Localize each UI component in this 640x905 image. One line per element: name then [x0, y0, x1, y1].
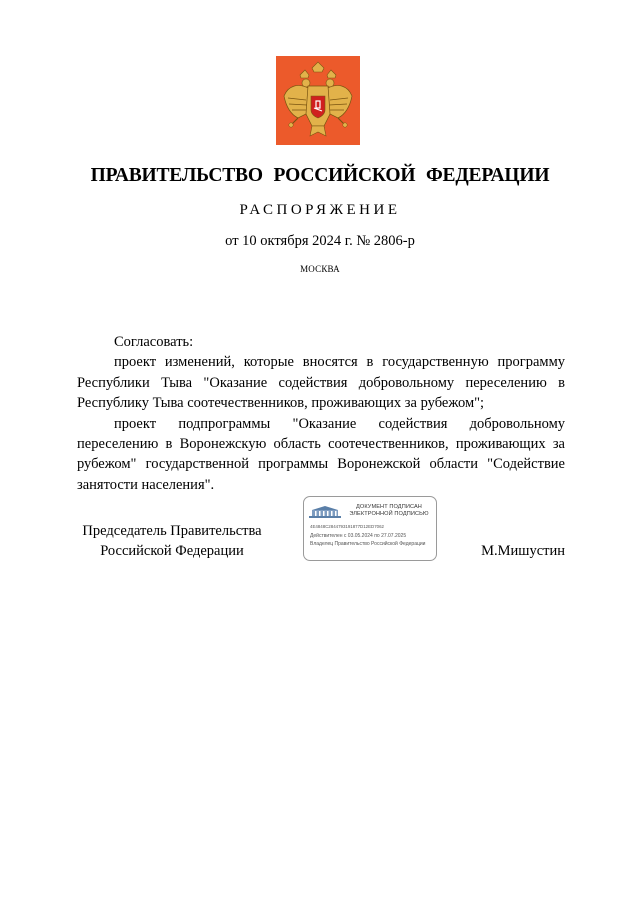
signer-position: [74, 521, 270, 561]
coat-of-arms-icon: [276, 56, 360, 145]
building-icon: [309, 505, 341, 518]
stamp-title: [344, 504, 434, 518]
coat-of-arms-emblem: [276, 56, 360, 145]
document-date-number: от 10 октября 2024 г. № 2806-р: [225, 233, 415, 249]
document-body: [77, 332, 565, 495]
government-title: ПРАВИТЕЛЬСТВО РОССИЙСКОЙ ФЕДЕРАЦИИ: [90, 165, 550, 186]
document-type: РАСПОРЯЖЕНИЕ: [239, 202, 401, 218]
document-city: МОСКВА: [300, 264, 340, 274]
stamp-title-line: ЭЛЕКТРОННОЙ ПОДПИСЬЮ: [349, 511, 429, 517]
stamp-validity: Действителен с 03.05.2024 по 27.07.2025: [310, 533, 407, 539]
signer-position-line: Российской Федерации: [100, 543, 244, 559]
stamp-title-line: ДОКУМЕНТ ПОДПИСАН: [356, 504, 422, 510]
body-paragraph: Согласовать:: [114, 334, 194, 350]
electronic-signature-stamp: [303, 496, 437, 561]
stamp-owner: Владелец Правительство Российской Федерации: [310, 541, 426, 547]
signer-position-line: Председатель Правительства: [82, 523, 262, 539]
body-paragraph: проект изменений, которые вносятся в государственную программу Республики Тыва "Оказание содействия добровольному переселению в Республику Тыва соотечественников, проживающих за рубежом";: [77, 354, 565, 412]
body-paragraph: проект подпрограммы "Оказание содействия добровольному переселению в Воронежскую область соотечественников, проживающих за рубежом" государственной программы Воронежской области "Содействие занятости населения".: [77, 415, 565, 493]
stamp-certificate-serial: 4E4848C2844793191877D12ED7062: [310, 524, 384, 529]
signer-name: М.Мишустин: [481, 543, 565, 559]
